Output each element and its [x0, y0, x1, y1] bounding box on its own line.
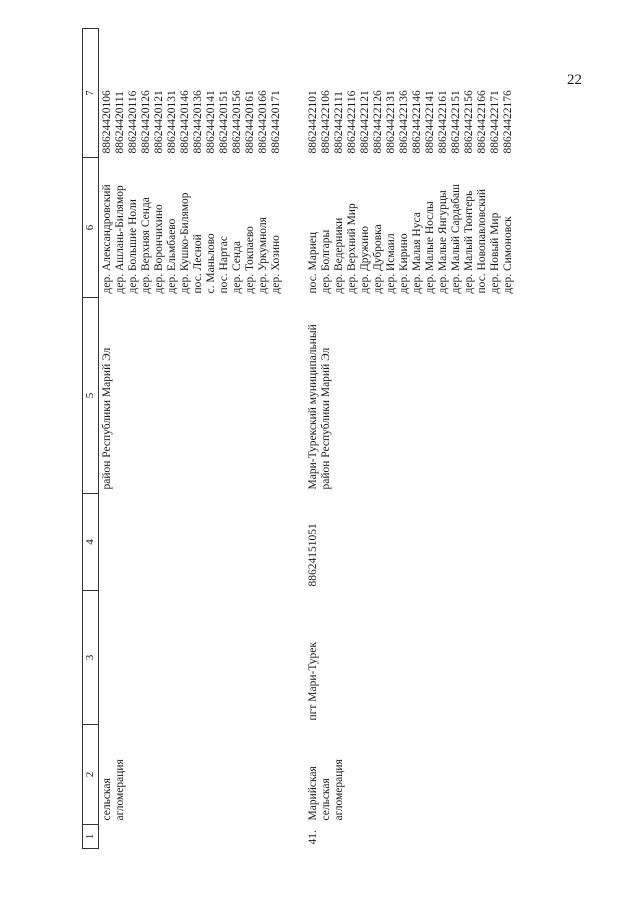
settlement-name: дер. Кушко-Билямор [179, 192, 191, 294]
row-number [99, 825, 286, 849]
column-number: 3 [83, 591, 99, 725]
settlement-code: 88624422106 [320, 90, 332, 154]
column-number-row [83, 29, 99, 849]
settlement-name: дер. Ворончихино [153, 204, 165, 294]
settlement-name: дер. Хозино [270, 235, 282, 294]
page-number: 22 [567, 72, 582, 88]
settlement-name: с. Маньлово [205, 233, 217, 294]
settlement-name: дер. Сенда [231, 241, 243, 294]
settlement-name: дер. Александровский [101, 184, 113, 294]
column-number: 1 [83, 825, 99, 849]
settlement-code: 88624422151 [450, 90, 462, 154]
settlement-code: 88624422121 [359, 90, 371, 154]
settlement-list [305, 158, 517, 298]
settlement-code: 88624422116 [346, 90, 358, 154]
settlement-name: дер. Симоновск [502, 216, 514, 294]
district-name: район Республики Марий Эл [101, 347, 113, 490]
settlement-name: дер. Малый Сардабаш [450, 183, 462, 294]
settlement-code: 88624420156 [231, 90, 243, 154]
settlement-code: 88624422166 [476, 90, 488, 154]
settlement-name: дер. Малый Тюнтерь [463, 190, 475, 294]
settlement-code: 88624420141 [205, 90, 217, 154]
center-name [99, 591, 286, 725]
column-number: 5 [83, 298, 99, 494]
settlement-code: 88624420106 [101, 90, 113, 154]
settlement-name: дер. Болгары [320, 229, 332, 294]
settlement-name: дер. Малые Янгурцы [437, 190, 449, 294]
settlement-name: дер. Уркумноля [257, 217, 269, 294]
settlement-name: дер. Исмаил [385, 233, 397, 294]
settlement-code: 88624422176 [502, 90, 514, 154]
agglomeration-name: сельская агломерация [101, 759, 126, 821]
settlement-name: дер. Ельмбаево [166, 218, 178, 294]
settlement-code: 88624420111 [114, 91, 126, 154]
settlement-code: 88624422126 [372, 90, 384, 154]
settlement-code: 88624420136 [192, 90, 204, 154]
column-number: 4 [83, 494, 99, 591]
settlement-code: 88624420161 [244, 90, 256, 154]
settlement-code: 88624420171 [270, 90, 282, 154]
center-code: 88624151051 [307, 523, 319, 587]
settlement-name: дер. Большие Ноли [127, 199, 139, 294]
rotated-table-frame [82, 0, 640, 905]
center-name: пгт Мари-Турек [307, 642, 319, 721]
column-number: 2 [83, 725, 99, 825]
table-row [99, 29, 286, 849]
settlement-name: пос. Лесной [192, 234, 204, 294]
row-number: 41. [307, 830, 319, 845]
settlement-code: 88624422141 [424, 90, 436, 154]
settlement-name: пос. Нартас [218, 236, 230, 294]
settlement-code: 88624422136 [398, 90, 410, 154]
settlement-code: 88624422171 [489, 90, 501, 154]
settlement-code: 88624420151 [218, 90, 230, 154]
settlement-code: 88624420121 [153, 90, 165, 154]
settlement-name: дер. Ведерники [333, 217, 345, 294]
settlement-name: дер. Малые Нослы [424, 201, 436, 294]
agglomeration-table [82, 28, 517, 849]
settlement-code: 88624422101 [307, 90, 319, 154]
settlement-codes [99, 29, 286, 158]
settlement-name: дер. Верхний Мир [346, 203, 358, 294]
settlement-name: дер. Ашлань-Билямор [114, 185, 126, 294]
settlement-code: 88624422156 [463, 90, 475, 154]
settlement-name: дер. Дружино [359, 225, 371, 294]
settlement-code: 88624420146 [179, 90, 191, 154]
settlement-code: 88624420126 [140, 90, 152, 154]
settlement-code: 88624422111 [333, 91, 345, 154]
settlement-codes [305, 29, 517, 158]
settlement-code: 88624422131 [385, 90, 397, 154]
district-name: Мари-Турекский муниципальный район Республики Марий Эл [307, 324, 332, 490]
settlement-name: дер. Верхняя Сенда [140, 197, 152, 294]
settlement-code: 88624420166 [257, 90, 269, 154]
settlement-name: дер. Новый Мир [489, 212, 501, 294]
settlement-name: дер. Малая Нуса [411, 212, 423, 294]
settlement-code: 88624420131 [166, 90, 178, 154]
column-number: 6 [83, 158, 99, 298]
settlement-name: дер. Токпаево [244, 226, 256, 294]
settlement-code: 88624422161 [437, 90, 449, 154]
settlement-name: дер. Дубровка [372, 224, 384, 294]
table-row [305, 29, 517, 849]
center-code [99, 494, 286, 591]
row-spacer [285, 29, 305, 849]
settlement-list [99, 158, 286, 298]
settlement-name: пос. Мариец [307, 231, 319, 294]
settlement-name: дер. Кирино [398, 233, 410, 294]
column-number: 7 [83, 29, 99, 158]
settlement-code: 88624420116 [127, 90, 139, 154]
settlement-name: пос. Новопавловский [476, 188, 488, 294]
settlement-code: 88624422146 [411, 90, 423, 154]
agglomeration-name: Марийская сельская агломерация [307, 759, 345, 821]
